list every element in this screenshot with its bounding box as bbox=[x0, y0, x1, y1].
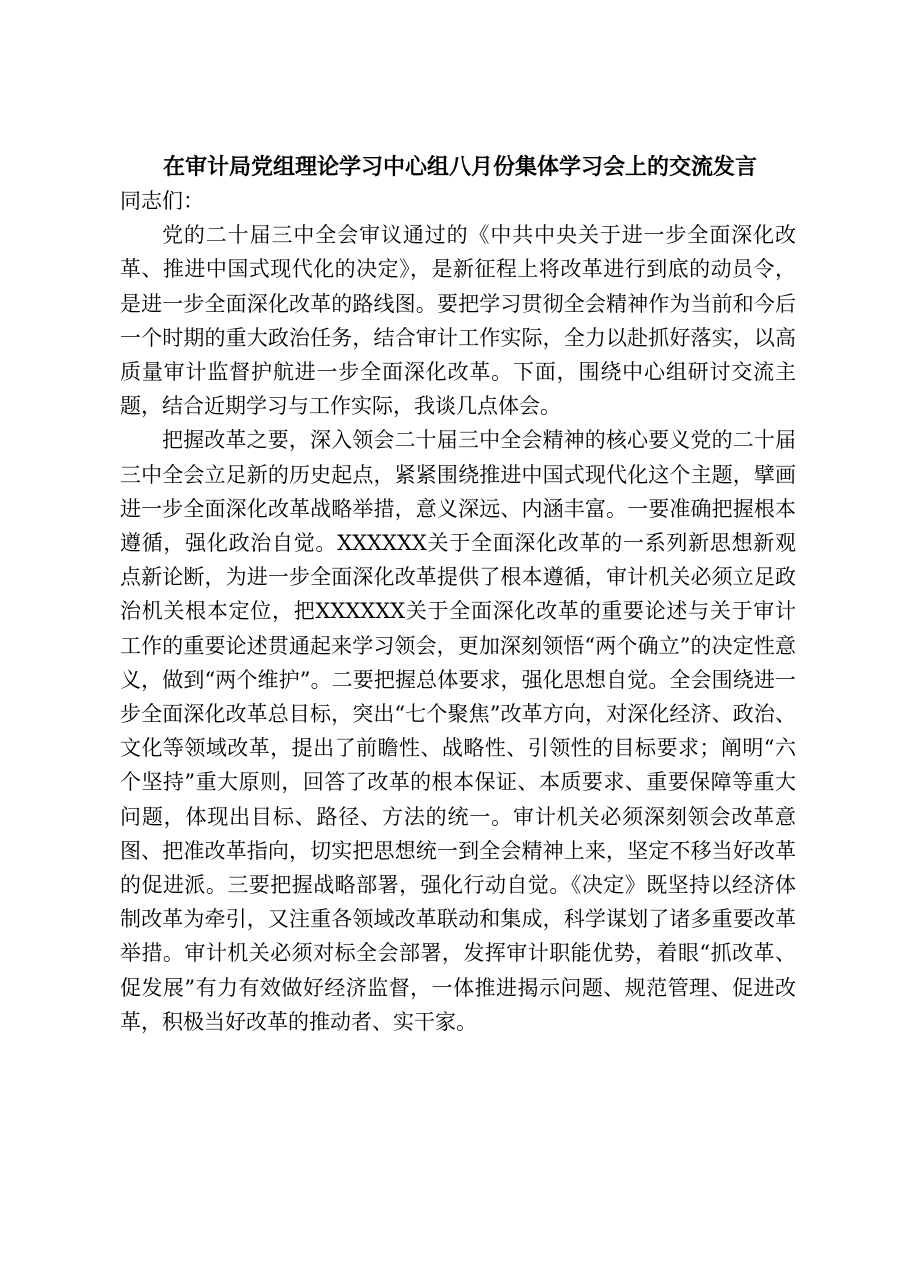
paragraph-reform-essentials: 把握改革之要，深入领会二十届三中全会精神的核心要义党的二十届三中全会立足新的历史起点，紧紧围绕推进中国式现代化这个主题，擘画进一步全面深化改革战略举措，意义深远、内涵丰富。一要准确把握根本遵循，强化政治自觉。XXXXXX关于全面深化改革的一系列新思想新观点新论断，为进一步全面深化改革提供了根本遵循，审计机关必须立足政治机关根本定位，把XXXXXX关于全面深化改革的重要论述与关于审计工作的重要论述贯通起来学习领会，更加深刻领悟“两个确立”的决定性意义，做到“两个维护”。二要把握总体要求，强化思想自觉。全会围绕进一步全面深化改革总目标，突出“七个聚焦”改革方向，对深化经济、政治、文化等领域改革，提出了前瞻性、战略性、引领性的目标要求；阐明“六个坚持”重大原则，回答了改革的根本保证、本质要求、重要保障等重大问题，体现出目标、路径、方法的统一。审计机关必须深刻领会改革意图、把准改革指向，切实把思想统一到全会精神上来，坚定不移当好改革的促进派。三要把握战略部署，强化行动自觉。《决定》既坚持以经济体制改革为牵引，又注重各领域改革联动和集成，科学谋划了诸多重要改革举措。审计机关必须对标全会部署，发挥审计职能优势，着眼“抓改革、促发展”有力有效做好经济监督，一体推进揭示问题、规范管理、促进改革，积极当好改革的推动者、实干家。 bbox=[120, 428, 796, 1034]
document-body bbox=[120, 184, 796, 1039]
paragraph-intro: 党的二十届三中全会审议通过的《中共中央关于进一步全面深化改革、推进中国式现代化的决定》，是新征程上将改革进行到底的动员令，是进一步全面深化改革的路线图。要把学习贯彻全会精神作为当前和今后一个时期的重大政治任务，结合审计工作实际，全力以赴抓好落实，以高质量审计监督护航进一步全面深化改革。下面，围绕中心组研讨交流主题，结合近期学习与工作实际，我谈几点体会。 bbox=[120, 223, 796, 419]
document-title: 在审计局党组理论学习中心组八月份集体学习会上的交流发言 bbox=[162, 154, 757, 180]
salutation: 同志们： bbox=[120, 189, 204, 213]
